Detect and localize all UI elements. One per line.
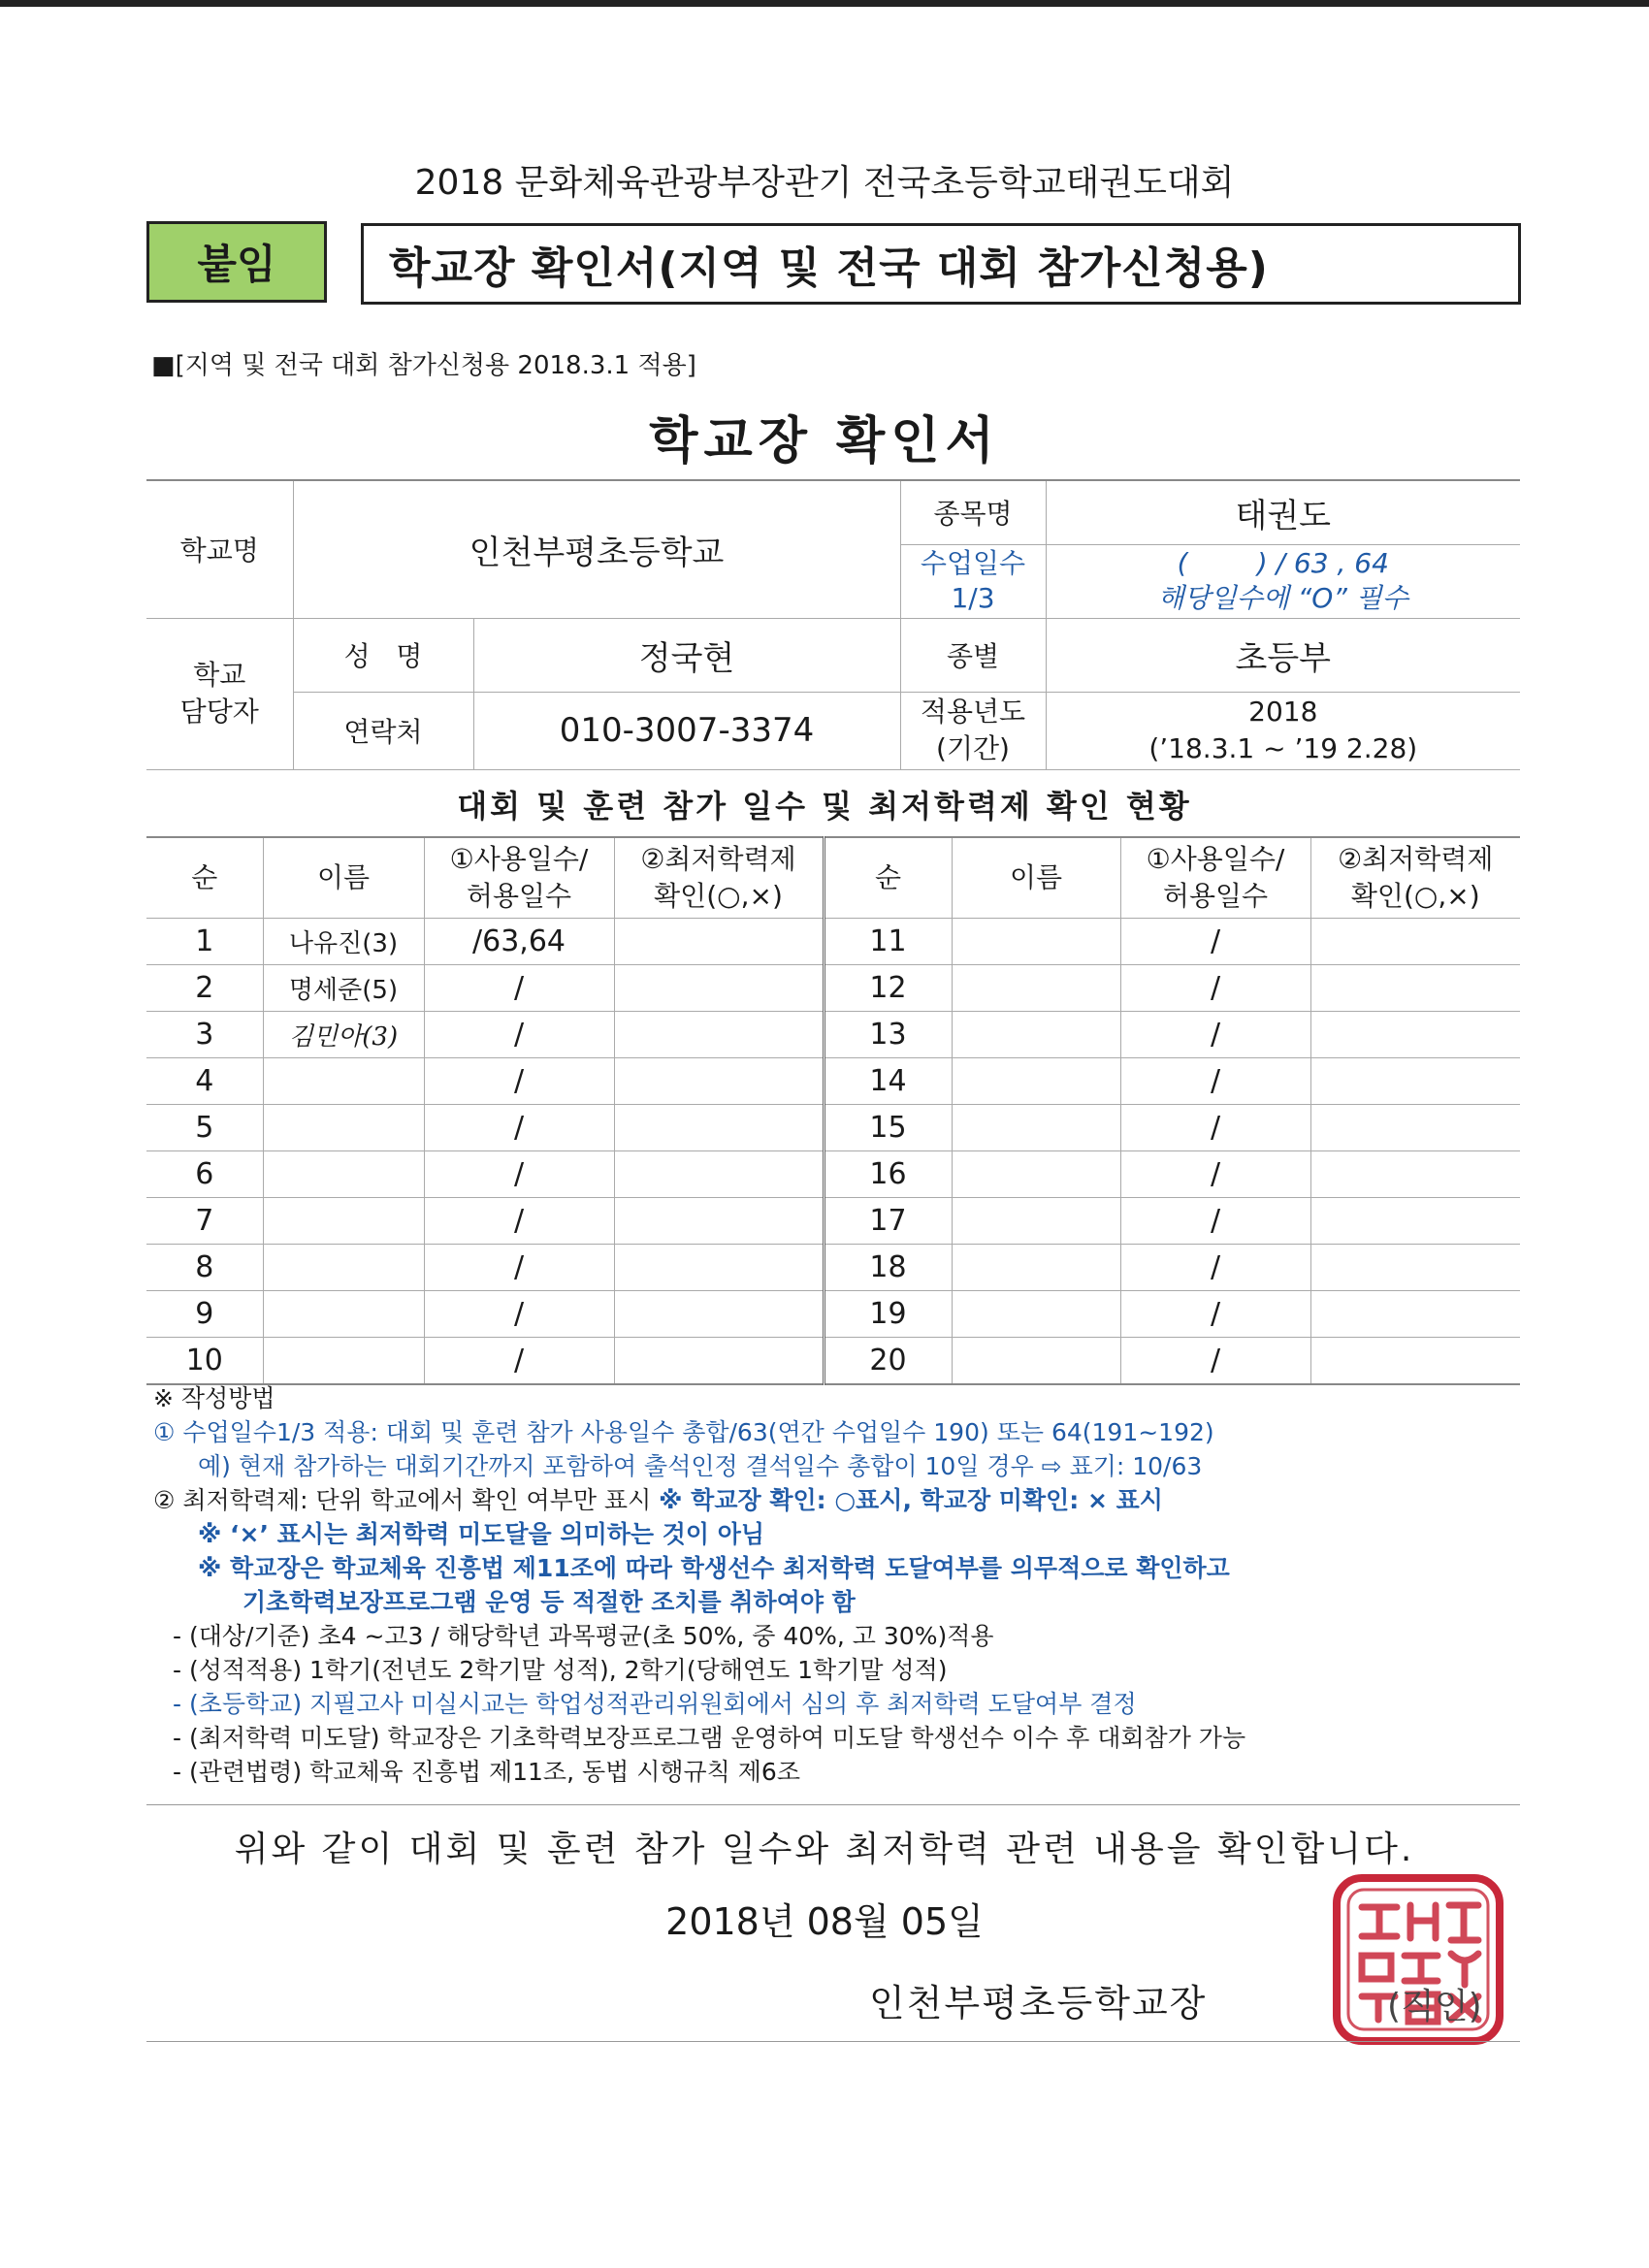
roster-days-cell: / <box>424 1105 614 1151</box>
roster-body <box>146 919 1520 1385</box>
main-title: 학교장 확인서 <box>649 412 1000 470</box>
note-1: ① 수업일수1/3 적용: 대회 및 훈련 참가 사용일수 총합/63(연간 수업일수 190) 또는 64(191~192) <box>153 1418 1214 1446</box>
roster-name-cell <box>263 1338 424 1385</box>
roster-name-cell <box>952 1058 1120 1105</box>
roster-no-cell: 19 <box>824 1291 952 1338</box>
col-days-header <box>424 837 614 919</box>
roster-name-cell <box>952 965 1120 1012</box>
roster-name-cell: 명세준(5) <box>263 965 424 1012</box>
col-check-header-right <box>1310 837 1520 919</box>
roster-days-cell: / <box>1120 1291 1310 1338</box>
event-title: 2018 문화체육관광부장관기 전국초등학교태권도대회 <box>414 163 1235 203</box>
roster-no-cell: 3 <box>146 1012 263 1058</box>
roster-name-cell <box>263 1198 424 1245</box>
detail-target: - (대상/기준) 초4 ~고3 / 해당학년 과목평균(초 50%, 중 40%, 고 30%)적용 <box>173 1622 994 1650</box>
roster-check-cell <box>1310 1245 1520 1291</box>
roster-no-cell: 13 <box>824 1012 952 1058</box>
division-label: 종별 <box>900 618 1046 692</box>
applied-year: 2018 <box>1248 696 1318 728</box>
roster-no-cell: 6 <box>146 1151 263 1198</box>
school-name-label: 학교명 <box>146 480 293 618</box>
roster-name-cell <box>952 1198 1120 1245</box>
note-2-marking: ※ 학교장 확인: ○표시, 학교장 미확인: × 표시 <box>659 1486 1163 1514</box>
event-value: 태권도 <box>1046 480 1520 544</box>
class-days-fraction: ( ) / 63 , 64 <box>1177 547 1389 579</box>
roster-no-cell: 5 <box>146 1105 263 1151</box>
roster-check-cell <box>614 1151 824 1198</box>
roster-check-cell <box>1310 919 1520 965</box>
note-1-example: 예) 현재 참가하는 대회기간까지 포함하여 출석인정 결석일수 총합이 10일 경우 ⇨ 표기: 10/63 <box>198 1452 1203 1480</box>
seal-label: (직인) <box>1387 1987 1482 2026</box>
roster-check-cell <box>1310 1058 1520 1105</box>
roster-name-cell <box>263 1105 424 1151</box>
table-row <box>146 1105 1520 1151</box>
roster-no-cell: 18 <box>824 1245 952 1291</box>
col-name-header-right: 이름 <box>952 837 1120 919</box>
roster-table <box>146 836 1520 1385</box>
roster-name-cell <box>952 1012 1120 1058</box>
col-check-header-line1: ②최저학력제 <box>640 843 796 875</box>
note-2-text: ② 최저학력제: 단위 학교에서 확인 여부만 표시 <box>153 1486 660 1514</box>
roster-name-cell <box>952 919 1120 965</box>
col-check-header-line2: 확인(○,×) <box>654 880 783 912</box>
roster-no-cell: 17 <box>824 1198 952 1245</box>
roster-name-cell: 김민아(3) <box>263 1012 424 1058</box>
roster-check-cell <box>614 1338 824 1385</box>
applied-year-label-line2: (기간) <box>936 732 1010 764</box>
roster-no-cell: 15 <box>824 1105 952 1151</box>
contact-label: 연락처 <box>293 692 473 769</box>
roster-days-cell: / <box>1120 1151 1310 1198</box>
school-info-table <box>146 479 1520 770</box>
class-days-value <box>1046 544 1520 618</box>
roster-check-cell <box>614 965 824 1012</box>
col-days-header-right <box>1120 837 1310 919</box>
table-row <box>146 1151 1520 1198</box>
event-label: 종목명 <box>900 480 1046 544</box>
roster-no-cell: 16 <box>824 1151 952 1198</box>
manager-name-label: 성 명 <box>293 618 473 692</box>
roster-name-cell <box>952 1338 1120 1385</box>
confirmation-date: 2018년 08월 05일 <box>665 1900 984 1943</box>
col-no-header-right: 순 <box>824 837 952 919</box>
confirmation-statement: 위와 같이 대회 및 훈련 참가 일수와 최저학력 관련 내용을 확인합니다. <box>234 1830 1415 1869</box>
instructions <box>153 1381 1521 1789</box>
roster-no-cell: 9 <box>146 1291 263 1338</box>
manager-label <box>146 618 293 769</box>
col-no-header: 순 <box>146 837 263 919</box>
manager-label-line1: 학교 <box>193 659 246 691</box>
roster-check-cell <box>614 1105 824 1151</box>
roster-name-cell <box>263 1245 424 1291</box>
roster-days-cell: / <box>1120 1338 1310 1385</box>
col-check-header <box>614 837 824 919</box>
roster-no-cell: 14 <box>824 1058 952 1105</box>
scan-top-edge <box>0 0 1649 7</box>
roster-days-cell: / <box>1120 1198 1310 1245</box>
table-row <box>146 965 1520 1012</box>
roster-check-cell <box>614 1058 824 1105</box>
roster-days-cell: / <box>424 965 614 1012</box>
col-days-header-line1: ①사용일수/ <box>449 843 589 875</box>
roster-check-cell <box>614 1245 824 1291</box>
applied-year-label <box>900 692 1046 769</box>
detail-elementary: - (초등학교) 지필고사 미실시교는 학업성적관리위원회에서 심의 후 최저학력 도달여부 결정 <box>173 1690 1137 1718</box>
col-days-header-line2: 허용일수 <box>466 880 572 912</box>
roster-no-cell: 7 <box>146 1198 263 1245</box>
roster-check-cell <box>614 1012 824 1058</box>
document-title: 학교장 확인서(지역 및 전국 대회 참가신청용) <box>361 223 1521 305</box>
attachment-badge: 붙임 <box>146 221 327 303</box>
class-days-instruction: 해당일수에 “O” 필수 <box>1157 582 1408 614</box>
roster-days-cell: / <box>1120 1245 1310 1291</box>
roster-check-cell <box>1310 1105 1520 1151</box>
roster-no-cell: 1 <box>146 919 263 965</box>
roster-check-cell <box>614 1198 824 1245</box>
roster-check-cell <box>1310 1291 1520 1338</box>
roster-check-cell <box>1310 965 1520 1012</box>
class-days-label-line2: 1/3 <box>951 582 995 614</box>
roster-days-cell: / <box>424 1245 614 1291</box>
roster-title: 대회 및 훈련 참가 일수 및 최저학력제 확인 현황 <box>457 788 1192 825</box>
table-row <box>146 1198 1520 1245</box>
roster-check-cell <box>1310 1198 1520 1245</box>
roster-days-cell: / <box>1120 1058 1310 1105</box>
school-name-value: 인천부평초등학교 <box>293 480 900 618</box>
roster-no-cell: 4 <box>146 1058 263 1105</box>
detail-law: - (관련법령) 학교체육 진흥법 제11조, 동법 시행규칙 제6조 <box>173 1758 800 1786</box>
col-days-header-right-line2: 허용일수 <box>1162 880 1269 912</box>
roster-name-cell <box>952 1151 1120 1198</box>
roster-days-cell: / <box>424 1151 614 1198</box>
roster-name-cell <box>263 1058 424 1105</box>
roster-no-cell: 10 <box>146 1338 263 1385</box>
divider-bottom <box>146 2041 1520 2042</box>
principal-signature: 인천부평초등학교장 <box>869 1982 1208 2025</box>
applicability-note: ■[지역 및 전국 대회 참가신청용 2018.3.1 적용] <box>151 351 696 380</box>
roster-no-cell: 2 <box>146 965 263 1012</box>
note-3: ※ ‘×’ 표시는 최저학력 미도달을 의미하는 것이 아님 <box>198 1520 765 1548</box>
note-4: ※ 학교장은 학교체육 진흥법 제11조에 따라 학생선수 최저학력 도달여부를 의무적으로 확인하고 <box>198 1554 1230 1582</box>
table-row <box>146 1245 1520 1291</box>
applied-period: (’18.3.1 ~ ’19 2.28) <box>1148 732 1418 764</box>
class-days-label <box>900 544 1046 618</box>
roster-name-cell <box>952 1291 1120 1338</box>
applied-year-value <box>1046 692 1520 769</box>
roster-check-cell <box>1310 1012 1520 1058</box>
roster-days-cell: / <box>424 1291 614 1338</box>
roster-check-cell <box>614 919 824 965</box>
roster-days-cell: / <box>424 1198 614 1245</box>
col-days-header-right-line1: ①사용일수/ <box>1146 843 1285 875</box>
table-row <box>146 1058 1520 1105</box>
roster-no-cell: 8 <box>146 1245 263 1291</box>
roster-check-cell <box>1310 1338 1520 1385</box>
roster-days-cell: / <box>1120 919 1310 965</box>
roster-days-cell: / <box>1120 1105 1310 1151</box>
roster-name-cell <box>952 1105 1120 1151</box>
detail-not-met: - (최저학력 미도달) 학교장은 기초학력보장프로그램 운영하여 미도달 학생선수 이수 후 대회참가 가능 <box>173 1724 1246 1752</box>
roster-days-cell: / <box>424 1058 614 1105</box>
col-check-header-right-line1: ②최저학력제 <box>1338 843 1494 875</box>
roster-check-cell <box>614 1291 824 1338</box>
applied-year-label-line1: 적용년도 <box>920 696 1026 728</box>
note-2 <box>153 1483 1521 1517</box>
roster-days-cell: / <box>424 1012 614 1058</box>
note-4-cont: 기초학력보장프로그램 운영 등 적절한 조치를 취하여야 함 <box>242 1588 856 1616</box>
manager-name-value: 정국현 <box>473 618 900 692</box>
roster-no-cell: 11 <box>824 919 952 965</box>
contact-value: 010-3007-3374 <box>473 692 900 769</box>
class-days-label-line1: 수업일수 <box>920 547 1026 579</box>
table-row <box>146 1338 1520 1385</box>
roster-days-cell: / <box>424 1338 614 1385</box>
instructions-heading: ※ 작성방법 <box>153 1384 275 1412</box>
roster-check-cell <box>1310 1151 1520 1198</box>
manager-label-line2: 담당자 <box>179 696 259 728</box>
table-row <box>146 919 1520 965</box>
roster-no-cell: 12 <box>824 965 952 1012</box>
col-check-header-right-line2: 확인(○,×) <box>1350 880 1480 912</box>
roster-name-cell <box>952 1245 1120 1291</box>
roster-name-cell <box>263 1151 424 1198</box>
table-row <box>146 1012 1520 1058</box>
table-row <box>146 1291 1520 1338</box>
roster-no-cell: 20 <box>824 1338 952 1385</box>
detail-grades: - (성적적용) 1학기(전년도 2학기말 성적), 2학기(당해연도 1학기말 성적) <box>173 1656 948 1684</box>
division-value: 초등부 <box>1046 618 1520 692</box>
roster-days-cell: / <box>1120 965 1310 1012</box>
divider-top <box>146 1804 1520 1805</box>
roster-name-cell: 나유진(3) <box>263 919 424 965</box>
roster-days-cell: /63,64 <box>424 919 614 965</box>
col-name-header: 이름 <box>263 837 424 919</box>
roster-days-cell: / <box>1120 1012 1310 1058</box>
roster-name-cell <box>263 1291 424 1338</box>
